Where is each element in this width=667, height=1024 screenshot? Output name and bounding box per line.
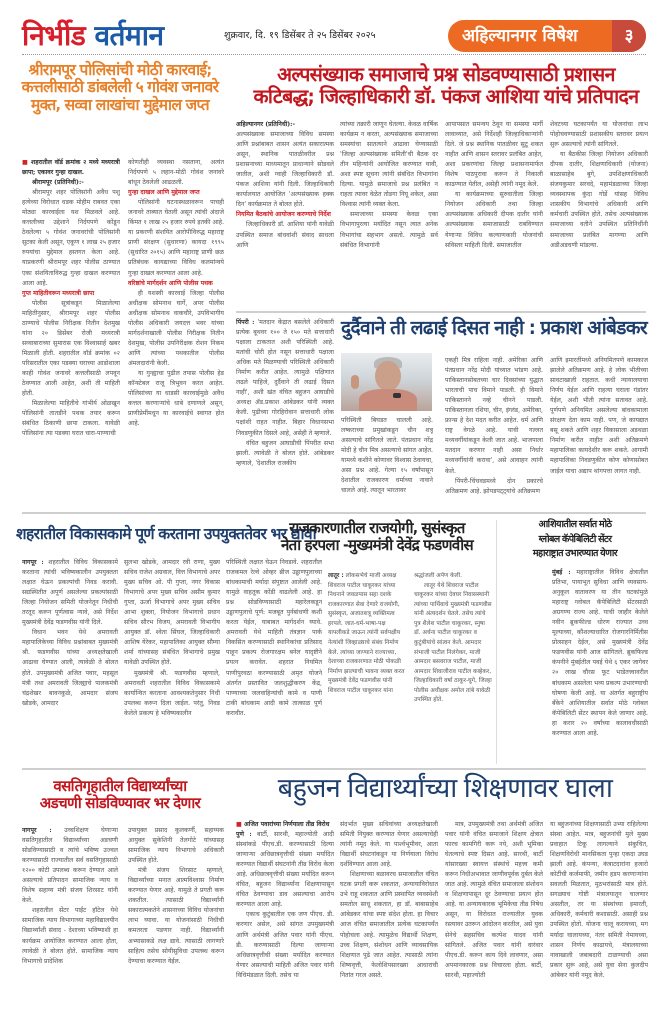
headline-line: कटिबद्ध; जिल्हाधिकारी डॉ. पंकज आशिया यांचे प्रतिपादन bbox=[253, 84, 639, 108]
prakash-ambedkar-photo bbox=[341, 353, 432, 411]
minority-col-3 bbox=[445, 120, 543, 308]
body-text: समाजाच्या समस्या केवळ एका विभागापुरत्या मर्यादित नसून त्यात अनेक विभागांचा सहभाग असतो. त्यामुळे सर्व संबंधित विभागांनी bbox=[340, 211, 438, 249]
shrirampur-col-2 bbox=[128, 158, 224, 510]
development-headline[interactable]: शहरातील विकासकामे पूर्ण करताना उपयुक्ततेवर भर द्यावा bbox=[16, 525, 317, 543]
minority-col-4 bbox=[550, 120, 648, 308]
headline-line: नेता हरपला -मुख्यमंत्री देवेंद्र फडणवीस bbox=[280, 535, 474, 554]
ambedkar-col-1 bbox=[236, 318, 334, 508]
bahujan-col-2 bbox=[340, 820, 438, 1004]
dateline: नागपूर : bbox=[22, 827, 52, 834]
dateline: पिंपरी : bbox=[236, 319, 255, 326]
body-text: शेवटच्या घटकापर्यंत या योजनांचा लाभ पोहोचवण्यासाठी प्रशासकीय स्तरावर प्रयत्न सुरू असल्याचे त्यांनी सांगितले. bbox=[550, 121, 648, 149]
body-text: परिस्थिती बिघडत चालली आहे. लष्कराच्या प्रमुखांकडून चीन शत्रू असल्याचे सांगितले जाते. पंतप्रधान नरेंद्र मोदी हे चीन मित्र असल्याचे सांगत आहेत. यामध्ये कशीने कोणावर विश्वास ठेवायचा, असा प्रश्न आहे. गेल्या १५ वर्षांपासून देशातील राजकारण धर्माच्या नावाने चालले आहे. त्यातून भारतावर bbox=[341, 417, 433, 495]
minority-col-2 bbox=[340, 120, 438, 308]
bullet-icon: ■ bbox=[236, 821, 245, 828]
subheading: गुप्त माहितीवरून मध्यरात्री छापा bbox=[22, 289, 95, 297]
subheading: नियमित बैठकांचे आयोजन करण्याचे निर्देश bbox=[236, 211, 331, 219]
body-text: परिस्थिती लक्षात घेऊन निवडावे. शहरातील राजकमल रेल्वे ओव्हर ब्रीज उड्डाणपुलाच्या बांधकामाची मर्यादा संपुष्टात आलेली आहे. यामुळे वाहतूक कोंडी वाढलेली आहे. हा प्रश्न सोडविण्यासाठी महारेलकडून उड्डाणपुलाचे पूर्ण: मजबूत पुर्नबांधणी कशी करता येईल, याबाबत मार्गदर्शन घ्यावे. अमरावती येथे माहिती तंत्रज्ञान पार्क विकसित करण्यासाठी स्थानिकांचा प्रतिसाद पाहून प्रकल्प रोजगारक्षम बनेल यादृष्टीने प्रयत्न करावेत. शहरात नियमित पाणीपुरवठा करण्यासाठी अमृत योजने अंतर्गत प्रस्तावित जलशुद्धीकरण केंद्र, पाण्याच्या जलवाहिन्यांची कामे व पाणी टाकी बांधकाम आदी कामे तात्काळ पूर्ण करावीत. bbox=[226, 559, 322, 717]
subheading: गुन्हा दाखल आणि मुद्देमाल जप्त bbox=[128, 189, 200, 197]
body-text: शहरातील विविध विकासकामे करताना त्यांची भविष्यकालीन उपयुक्तता लक्षात घेऊन प्रकल्पांची निवड करावी. सद्यस्थितीत अपूर्ण असलेल्या प्रकल्पांसाठी जिल्हा नियोजन समिती योजनेतून निधीची तरतूद करून पूर्णत्वास न्यावे, असे निर्देश मुख्यमंत्री देवेंद्र फडणवीस यांनी दिले. bbox=[22, 559, 118, 627]
body-text: एकाच कुटुंबातील एक जण पीएच. डी. करणार असेल, असे सांगत उपमुख्यमंत्री आणि अर्थमंत्री अजित पवार यांनी पीएच. डी. करण्यासाठी दिल्या जाणाऱ्या अधिछात्रवृत्तीची संख्या मर्यादित करण्यात येणार असल्याची माहिती अजित पवार यांनी विधिमंडळात दिली. तसेच या bbox=[236, 911, 334, 979]
gcc-col-1 bbox=[552, 568, 648, 764]
headline-line: वसतिगृहातील विद्यार्थ्यांच्या bbox=[53, 777, 187, 795]
ambedkar-col-2 bbox=[341, 416, 433, 508]
development-col-2 bbox=[124, 558, 220, 764]
headline-line: मुक्त, सव्वा लाखांचा मुद्देमाल जप्त bbox=[31, 95, 209, 114]
article-bullet: अजित पवारांच्या निर्णयाला तीव्र विरोध bbox=[244, 821, 330, 828]
body-text: विधान भवन येथे अमरावती महापालिकेच्या विविध प्रश्नांबाबत मुख्यमंत्री श्री. फडणवीस यांच्या अध्यक्षतेखाली आढावा घेण्यात आली, त्यावेळी ते बोलत होते. उपमुख्यमंत्री अजित पवार, महसूल मंत्री तथा अमरावती जिल्ह्याचे पालकमंत्री चंद्रशेखर बावनकुळे, आमदार संजय खोडके, आमदार bbox=[22, 629, 118, 707]
body-text: सुलभा खोडके, आमदार रवी राणा, मुख्य सचिव राजेश अग्रवाल, वित्त विभागाचे अपर मुख्य सचिव ओ. पी गुप्ता, नगर विकास विभागाचे अपर मुख्य सचिव असीम कुमार गुप्ता, ऊर्जा विभागाचे अपर मुख्य सचिव आभा शुक्ला, नियोजन विभागाचे प्रधान सचिव सौरभ विजय, अमरावती विभागीय आयुक्त डॉ. श्वेता सिंघल, जिल्हाधिकारी आशिष येरेकर, महापालिका आयुक्त सौम्या शर्मा यांच्यासह संबंधित विभागाचे प्रमुख यावेळी उपस्थित होते. bbox=[124, 559, 220, 667]
dateline: नागपूर : bbox=[22, 559, 44, 566]
body-text: मुख्यमंत्री श्री. फडणवीस म्हणाले, अमरावती शहरातील विविध विकासकामे कार्यान्वित करताना आवश्यकतेनुसार निधी उपलब्ध करून दिला जाईल. परंतु, निवड केलेले प्रकल्प हे भविष्यकालीन bbox=[124, 669, 220, 717]
logo-part-2: वर्तमान bbox=[94, 19, 164, 52]
tribute-col-1 bbox=[328, 572, 408, 764]
body-text: श्रीरामपूर शहर पोलिसांनी अवैध पशु हत्येच्या विरोधात धडक मोहीम राबवत एका मोठ्या कारवाईला यश मिळवले आहे. कत्तलीच्या उद्देशाने निर्दयपणे कोंडून ठेवलेल्या ५ गोवंश जनावरांची पोलिसांनी सुटका केली असून, एकूण १ लाख २५ हजार रुपयांचा मुद्देमाल हस्तगत केला आहे. याप्रकरणी श्रीरामपूर शहर पोलीस ठाण्यात एका संशयिताविरुद्ध गुन्हा दाखल करण्यात आला आहे. bbox=[22, 189, 120, 287]
body-text: लातूर येथे शिवराज पाटील चाकूरकर यांच्या देवघर निवासस्थानी त्यांच्या पार्थिवाचे मुख्यमंत्री फडणवीस यांनी अंत्यदर्शन घेतले. तसेच त्यांचे पुत्र शैलेश पाटील चाकूरकर, स्नुषा डॉ. अर्चना पाटील चाकूरकर व कुटुंबीयांचे सांत्वन केले. आमदार संभाजी पाटील निलंगेकर, माजी आमदार बसवराज पाटील, माजी आमदार शिवाजीराव पाटील कव्हेकर, जिल्हाधिकारी वर्षा ठाकूर-घुगे, जिल्हा पोलीस अधीक्षक अमोल तांबे यावेळी उपस्थित होते. bbox=[414, 582, 492, 704]
body-text: अल्पसंख्याक समाजाच्या विविध समस्या आणि प्रश्नांबाबत शासन अत्यंत सकारात्मक असून, स्थानिक पातळीवरील प्रश्न प्रशासनाच्या माध्यमातून प्राधान्याने सोडवले जातील, अशी ग्वाही जिल्हाधिकारी डॉ. पंकज आशिया यांनी दिली. जिल्हाधिकारी कार्यालयात आयोजित 'अल्पसंख्याक हक्क दिन' कार्यक्रमात ते बोलत होते. bbox=[236, 131, 334, 209]
body-text: बार्टी, सारथी, महाज्योती आदी संस्थांकडे पीएच.डी. करण्यासाठी दिल्या जाणाऱ्या अधिछात्रवृत्तीची संख्या मर्यादित करण्यात विद्यार्थी संघटनांनी तीव्र विरोध केला आहे. अधिछात्रवृत्तीची संख्या मर्यादित करून वंचित, बहुजन विद्यार्थ्यांना शिक्षणापासून वंचित ठेवण्याचा डाव असल्याचा आरोप करण्यात आला आहे. bbox=[236, 831, 334, 909]
section-name: अहिल्यानगर विषेश bbox=[462, 26, 578, 46]
masthead bbox=[0, 0, 667, 56]
development-col-3 bbox=[226, 558, 322, 764]
divider bbox=[22, 768, 646, 770]
body-text: 'मतदान केंद्रात बसलेले अधिकारी प्रत्येक बूथवर १०० ते १५० मते सत्ताधारी पक्षाला टाकतात अशी परिस्थिती आहे. मतांची चोरी होत नसून सत्ताधारी पक्षाला अधिक मते मिळण्याची परिस्थिती अधिकारी निर्माण करीत आहेत. त्यामुळे पक्षिणात लढले पाहिजे, दुर्दैवाने ती लढाई दिसत नाही', अशी खंत वंचित बहुजन आघाडीचे अध्यक्ष ॲड.प्रकाश आंबेडकर यांनी व्यक्त केली. पुढीच्या गोरहिरोवान सत्ताधारी लोक पक्षांशी राहत नाहीत. बिहार विधानसभा निवडणुकीत दिसले आहे, असेही ते म्हणाले. bbox=[236, 319, 334, 437]
headline-line: ग्लोबल कॅपेबिलिटी सेंटर bbox=[538, 533, 612, 545]
bahujan-col-1 bbox=[236, 820, 334, 1004]
body-text: शिक्षणाच्या बळावरच समाजातील वंचित घटक प्रगती करू शकतात, अन्यायाविरोधात उभे राहू शकतात आणि प्रस्थापित व्यवस्थेशी समतोल साधू शकतात, हा डॉ. बाबासाहेब आंबेडकर यांचा स्पष्ट संदेश होता. हा विचार आज वंचित समाजातील प्रत्येक घटकापर्यंत पोहोचला आहे. त्यामुळेच विद्यार्थी शिक्षण, उच्च शिक्षण, संशोधन आणि व्यावसायिक शिक्षणात पुढे जात आहेत. त्यासाठी त्यांना शिष्यवृत्ती, फेलोशिपसारख्या आधाराची नितांत गरज असते. bbox=[340, 871, 438, 979]
body-text: या कार्यक्रमाच्या सुरुवातीला जिल्हा नियोजन अधिकारी तथा जिल्हा अल्पसंख्याक अधिकारी दीपक दातीर यांनी अल्पसंख्याक समाजासाठी राबविण्यात येणाऱ्या विविध कल्याणकारी योजनांची सविस्तर माहिती दिली. समाजातील bbox=[445, 191, 543, 249]
body-text: संदर्भात मुख्य सचिवांच्या अध्यक्षतेखाली समिती नियुक्त करण्यात येणार असल्याचेही त्यांनी नमूद केले. या पार्श्वभूमीवर, आता विद्यार्थी संघटनांकडून या निर्णयाला विरोध दर्शविण्यात आला आहे. bbox=[340, 821, 438, 869]
ambedkar-col-4 bbox=[550, 356, 648, 508]
headline-line: अडचणी सोडविण्यावर भर देणार bbox=[39, 793, 201, 812]
headline-line: कत्तलीसाठी डांबलेली ५ गोवंश जनावरे bbox=[21, 78, 219, 97]
body-text: मिळालेल्या माहितीचे गांभीर्य ओळखून पोलिसांनी तातडीने पथक तयार करून संबंधित ठिकाणी छापा टाकला. यावेळी पोलिसांना त्या पडक्या घरात चारा-पाण्याची bbox=[22, 400, 120, 438]
body-text: वंचित बहुजन आघाडीची पिंपरीत सभा झाली. त्यावेळी ते बोलत होते. आंबेडकर म्हणाले, 'देशातील राजकीय bbox=[236, 439, 334, 467]
headline-line: अल्पसंख्याक समाजाचे प्रश्न सोडवण्यासाठी प्रशासन bbox=[277, 63, 615, 86]
body-text: त्यांच्या तक्रारी जाणून घेतल्या. केवळ वार्षिक कार्यक्रम न करता, अल्पसंख्याक समाजाच्या समस्यांचा सातत्याने आढावा घेण्यासाठी 'जिल्हा अल्पसंख्याक समिती'ची बैठक दर तीन महिन्यांनी आयोजित करण्यात यावी, अशा स्पष्ट सूचना त्यांनी संबंधित विभागांना दिल्या. यामुळे समाजाचे प्रश्न प्रलंबित न राहता त्यावर वेळेत तोडगा निघू शकेल, असा विश्वास त्यांनी व्यक्त केला. bbox=[340, 121, 438, 209]
photo-hand bbox=[351, 375, 359, 389]
body-text: या बैठकीस जिल्हा नियोजन अधिकारी दीपक दातीर, शिक्षणाधिकारी (योजना) बाळासाहेब बुगे, उपशिक्षणाधिकारी संजयकुमार सरवदे, महामंडळाच्या जिल्हा व्यवस्थापक कुंदा गोर्डे यांसह विविध शासकीय विभागांचे अधिकारी आणि कर्मचारी उपस्थित होते. तसेच अल्पसंख्याक समाजाच्या वतीने उपस्थित प्रतिनिधींनी समाजाच्या प्रलंबित मागण्या आणि अडीअडचणी मांडल्या. bbox=[550, 151, 648, 249]
headline-line: महाराष्ट्रात उभारण्यात येणार bbox=[532, 548, 618, 560]
bahujan-headline[interactable]: बहुजन विद्यार्थ्यांच्या शिक्षणावर घाला bbox=[277, 773, 613, 804]
shrirampur-col-1 bbox=[22, 158, 120, 510]
dateline: श्रीरामपूर (प्रतिनिधी):- bbox=[32, 179, 84, 187]
issue-date: शुक्रवार, दि. १९ डिसेंबर ते २५ डिसेंबर २०२५ bbox=[224, 30, 376, 41]
body-text: ही यशस्वी कारवाई जिल्हा पोलीस अधीक्षक सोमनाथ घार्गे, अपर पोलीस अधीक्षक सोमनाथ वाकचौरे, उपविभागीय पोलीस अधिकारी जयदत्त भवर यांच्या मार्गदर्शनाखाली पोलीस निरीक्षक नितीन देशमुख, पोलीस उपनिरीक्षक रोशन निकम आणि त्यांच्या पथकातील पोलीस अंमलदारांनी केली. bbox=[128, 289, 224, 367]
body-text: या गुन्ह्याचा पुढील तपास पोलीस हेड कॉन्स्टेबल राजू त्रिभुवन करत आहेत. पोलिसांच्या या धाडसी कारवाईमुळे अवैध कत्तल करणाऱ्यांचे धाबे दणाणले असून, प्राणीप्रेमींमधून या कारवाईचे स्वागत होत आहे. bbox=[128, 369, 224, 428]
gcc-headline[interactable] bbox=[500, 518, 650, 562]
bahujan-col-3 bbox=[445, 820, 543, 1004]
body-text: उच्चशिक्षण घेणाऱ्या वसतिगृहातील विद्यार्थ्यांच्या अडचणी सोडविण्यासाठी व त्यांचे भविष्य उज्वल करण्यासाठी राज्यातील सर्व वसतिगृहासाठी १२०० कोटी उपलब्ध करून देण्यात आले असल्याचे प्रतिपादन सामाजिक न्याय व विशेष सहाय्य मंत्री संजय शिरसाट यांनी केले. bbox=[22, 827, 118, 905]
body-text: आपापसात समन्वय ठेवून या समस्या मार्गी लावाव्यात, असे निर्देशही जिल्हाधिकाऱ्यांनी दिले. जे प्रश्न स्थानिक पातळीवर सुटू शकत नाहीत आणि शासन स्तरावर प्रलंबित आहेत, अशा प्रकरणांचा जिल्हा प्रशासनामार्फत विशेष पाठपुरावा करून ते निकाली काढण्यात येतील, असेही त्यांनी नमूद केले. bbox=[445, 121, 543, 189]
ambedkar-headline[interactable]: दुर्दैवाने ती लढाई दिसत नाही : प्रकाश आंबेडकर bbox=[340, 317, 648, 339]
page-number: ३ bbox=[612, 20, 646, 52]
article-bullet: शहरातील वॉर्ड क्रमांक २ मध्ये मध्यरात्री छापा; एकावर गुन्हा दाखल. bbox=[22, 159, 120, 177]
development-col-1 bbox=[22, 558, 118, 764]
divider bbox=[236, 311, 646, 313]
header-divider bbox=[22, 54, 646, 55]
body-text: या बहुजनांच्या शिक्षणासाठी उभ्या राहिलेल्या संस्था आहेत. मात्र, बहुजनांची मुले मुख्य प्रवाहात टिकू लागल्याने संकुचित, शिक्षणविरोधी मानसिकता पुन्हा एकदा उघड झाली आहे. कंपन्या, कंत्राटदारांना हजारो कोटींची कर्जमाफी, जमीन हडप करणाऱ्यांना सवलती मिळतात, मुठभरांसाठी मात्र होते. सगळ्याच गोष्टी मंत्रालयातून चालणार असतील, तर या संस्थांच्या इमारती, अधिकारी, कर्मचारी कशासाठी. असाही प्रश्न उपस्थित होतो. योजना चालू करायच्या, मग मर्यादा घालायच्या, नंतर समिती नेमायच्या, शासन निर्णय काढायचे, मंत्रालयाच्या नावाखाली जबाबदारी टाळण्याची असा प्रकार सुरू आहे, असे युवा सेना कुलदीप आंबेकर यांनी नमूद केले. bbox=[550, 821, 648, 979]
tribute-col-2 bbox=[414, 572, 492, 764]
body-text: मात्र, उपमुख्यमंत्री तथा अर्थमंत्री अजित पवार यांनी वंचित समाजाने शिक्षण क्षेत्रात फारच कामगिरी करू नये, अशी भूमिका घेतल्याचे स्पष्ट दिसत आहे. सारथी, बार्टी यांसारख्या स्वायत्त संस्थांचे महत्त्व कमी करून निधीअभावात जाणीवपूर्वक दुर्बल केले जात आहे. त्यामुळे वंचित समाजाला संशोधन व शिक्षणापासून दूर ठेवण्याचा प्रयत्न होत आहे. या अन्यायकारक भूमिकेचा तीव्र निषेध असून, या विरोधात राज्यातील युवक रस्त्यावर उतरून आंदोलन करतील, असे युवा सेनेचे सहसचिव कल्पेश यादव यांनी सांगितले. अजित पवार यांनी वारंवार पीएच.डी. करून काय दिवे लावणार, असा अपमानकारक प्रश्न विचारला होता. बार्टी, सारथी, महाज्योती bbox=[445, 821, 543, 979]
bullet-icon: ■ bbox=[22, 159, 32, 166]
column-divider bbox=[496, 520, 497, 764]
shrirampur-headline[interactable] bbox=[14, 62, 226, 114]
headline-line: राजकारणातील राजयोगी, सुसंस्कृत bbox=[289, 519, 465, 537]
hostel-headline[interactable] bbox=[14, 778, 226, 812]
divider bbox=[22, 512, 646, 514]
photo-head bbox=[375, 361, 401, 391]
ambedkar-col-3 bbox=[445, 356, 543, 508]
body-text: पिंपरी-चिंचवडमध्ये दोन प्रकारचे अतिक्रमण आहे. झोपडपट्ट्यांचे अतिक्रमण bbox=[445, 477, 543, 495]
logo-part-1: निर्भीड bbox=[22, 19, 86, 52]
body-text: जिल्हाधिकारी डॉ. आशिया यांनी यावेळी उपस्थित समाज बांधवांशी संवाद साधला आणि bbox=[236, 221, 334, 249]
body-text: शहरातील सेंटर पाईंट हॉटेल येथे सामाजिक न्याय विभागाच्या महाविद्यालयीन विद्यार्थ्यांशी संवाद - देशाच्या भविष्याशी हा कार्यक्रम आयोजित करण्यात आला होता, त्यावेळी ते बोलत होते. सामाजिक न्याय विभागाचे प्रादेशिक bbox=[22, 907, 118, 965]
body-text: उपायुक्त प्रसाद कुलकर्णी, सहाय्यक आयुक्त सुकेशिनी तेलगोटे यांच्यासह सामाजिक न्याय विभागाचे अधिकारी उपस्थित होते. bbox=[128, 827, 224, 865]
body-text: कोणतीही व्यवस्था नसताना, अत्यंत निर्दयपणे ५ लहान-मोठी गोवंश जनावरे बांधून ठेवलेली आढळली. bbox=[128, 159, 224, 187]
body-text: श्रद्धांजली अर्पण केली. bbox=[414, 573, 463, 579]
tribute-headline[interactable] bbox=[262, 520, 492, 554]
body-text: मंत्री संजय शिरसाट म्हणाले, विद्यार्थ्यांच्या मनात आत्मविश्वास निर्माण करण्यात येणार आहे. यामुळे ते प्रगती करू शकतील. त्यासाठी विद्यार्थ्यांनी सकारात्मकतेने शासनाच्या विविध योजनांचा लाभ घ्यावा. या योजनांसाठी निधीची कमतरता पडणार नाही. विद्यार्थ्यांनी अभ्यासाकडे लक्ष द्यावे. त्यासाठी लागणारे साहित्य तसेच सोयीसुविधा उपलब्ध करून देण्याचा करण्यात येईल. bbox=[128, 867, 224, 965]
headline-line: श्रीरामपूर पोलिसांची मोठी कारवाई; bbox=[28, 61, 212, 79]
photo-body bbox=[359, 389, 417, 411]
minority-col-1 bbox=[236, 120, 334, 308]
body-text: महाराष्ट्रातील विविध क्षेत्रातील प्रतिभा, पायाभूत सुविधा आणि व्यवसाय-अनुकूल वातावरण या तीन घटकांमुळे महाराष्ट्र ग्लोबल कॅपेबिलिटी सेंटरसाठी अग्रगण्य राज्य आहे. याची जाहीर केलेले नवीन ब्रुकफील्ड धोरण राज्यात उच्च मूल्याच्या, कौशल्याधारित रोजगारनिर्मितीस प्रोत्साहन देईल, असे मुख्यमंत्री देवेंद्र फडणवीस यांनी आज सांगितले. ब्रुकफिल्ड कंपनीने मुंबईतील पवई येथे ६ एकर जागेवर २० लाख चौरस फूट भाडेतत्त्वावरील बांधकाम असलेला भव्य प्रकल्प उभारण्याची घोषणा केली आहे. या अंतर्गत बहुराष्ट्रीय बँकेने आशियातील सर्वात मोठे ग्लोबल कॅपेबिलिटी सेंटर स्थापन केले जाणार आहे. हा करार २० वर्षांच्या कालावधीसाठी करण्यात आला आहे. bbox=[552, 569, 648, 737]
minority-headline[interactable] bbox=[232, 64, 660, 108]
microphone-icon bbox=[393, 393, 401, 398]
body-text: पोलिसांनी घटनास्थळावरून पाचही जनावरे ताब्यात घेतली असून त्यांची अंदाजे किंमत १ लाख २५ हजार रुपये इतकी आहे. या प्रकरणी संशयित आरोपीविरुद्ध महाराष्ट्र प्राणी संरक्षण (सुधारणा) कायदा १९९५ (सुधारित २०१५) आणि महाराष्ट्र प्राणी छळ प्रतिबंधक कायद्याच्या विविध कलमांन्वये गुन्हा दाखल करण्यात आला आहे. bbox=[128, 199, 224, 277]
body-text: आणि इमारतींमध्ये अनियमितपणे कामकाज झालेले अतिक्रमण आहे. हे लोक भीतीच्या सावटाखाली राहतात. कधी न्यायालयाचा निर्णय येईल आणि राहत्या घराला गंडांतर येईल, अशी भीती त्यांना सतावत आहे. पूर्णपणे अनियमित असलेल्या बांधकामाला संरक्षण देता काम नाही. पण, जे कायद्यात बसू शकते आणि शहर विकासाला अडथळा निर्माण करीत नाहीत अशी अतिक्रमणे महापालिका कायदेशीर करू शकते. आगामी महापालिका निवडणुकीत कोण कोणासोबत जाईल याचा अद्याप थांगपत्ता लागत नाही. bbox=[550, 357, 648, 475]
dateline: लातूर : bbox=[328, 573, 344, 579]
body-text: पोलीस सूत्रांकडून मिळालेल्या माहितीनुसार, श्रीरामपूर शहर पोलीस ठाण्याचे पोलीस निरीक्षक नितीन देशमुख यांना २० डिसेंबर रोजी मध्यरात्री सव्वाबाराच्या सुमारास एक विश्वासार्ह खबर मिळाली होती. शहरातील वॉर्ड क्रमांक ०२ परिसरातील एका पडक्या घराच्या आडोशाला काही गोवंश जनावरे कत्तलीसाठी लपवून ठेवण्यात आली आहेत, अशी ती माहिती होती. bbox=[22, 299, 120, 398]
headline-line: आशियातील सर्वात मोठे bbox=[538, 519, 612, 530]
hostel-col-2 bbox=[128, 826, 224, 996]
newspaper-logo[interactable] bbox=[22, 16, 164, 54]
dateline: मुंबई : bbox=[552, 569, 571, 576]
subheading: वरिष्ठांचे मार्गदर्शन आणि पोलीस पथक bbox=[128, 279, 213, 287]
dateline: अहिल्यानगर (प्रतिनिधी):- bbox=[236, 121, 296, 128]
bahujan-col-4 bbox=[550, 820, 648, 1004]
body-text: एकही मित्र राहिला नाही. अमेरिका आणि पंतप्रधान नरेंद्र मोदी यांच्यात भांडण आहे. पाकिस्तानसोबतच्या चार दिवसांच्या युद्धात भारताची पाच विमाने पाडली. ही विमाने पाकिस्तानने नव्हे चीनने पाडली. पाकिस्तानला रशिया, चीन, इंग्लंड, अमेरिका, फ्रान्स हे देश मदत करीत आहेत. धर्म आणि राष्ट्र वेगळे आहे. याची गल्लत मध्यवर्गीयांकडून केली जात आहे. भाजपाला मतदान करणार नाही असा निर्धार मध्यवर्गीयांनी करावा', असे आवाहन त्यांनी केले. bbox=[445, 357, 543, 475]
dateline: पुणे : bbox=[236, 831, 252, 839]
hostel-col-1 bbox=[22, 826, 118, 996]
section-label bbox=[448, 20, 646, 52]
body-text: लोकसभेचे माजी अध्यक्ष शिवराज पाटील चाकूरकर यांच्या निधनाने जवळपास सहा दशके राजकारणात सेवा देणारे राजयोगी, सुसंस्कृत, अजातशत्रू व्यक्तिमत्व हरपले. जात-धर्म-भाषा-पक्ष यापलीकडे जाऊन त्यांनी सर्वपक्षीय नेत्यांशी जिव्हाळ्याचे संबंध निर्माण केले. त्यांच्या जाण्याने राज्याच्या, देशाच्या राजकारणात मोठी पोकळी निर्माण झाल्याची भावना व्यक्त करत मुख्यमंत्री देवेंद्र फडणवीस यांनी शिवराज पाटील चाकूरकर यांना bbox=[328, 573, 405, 694]
